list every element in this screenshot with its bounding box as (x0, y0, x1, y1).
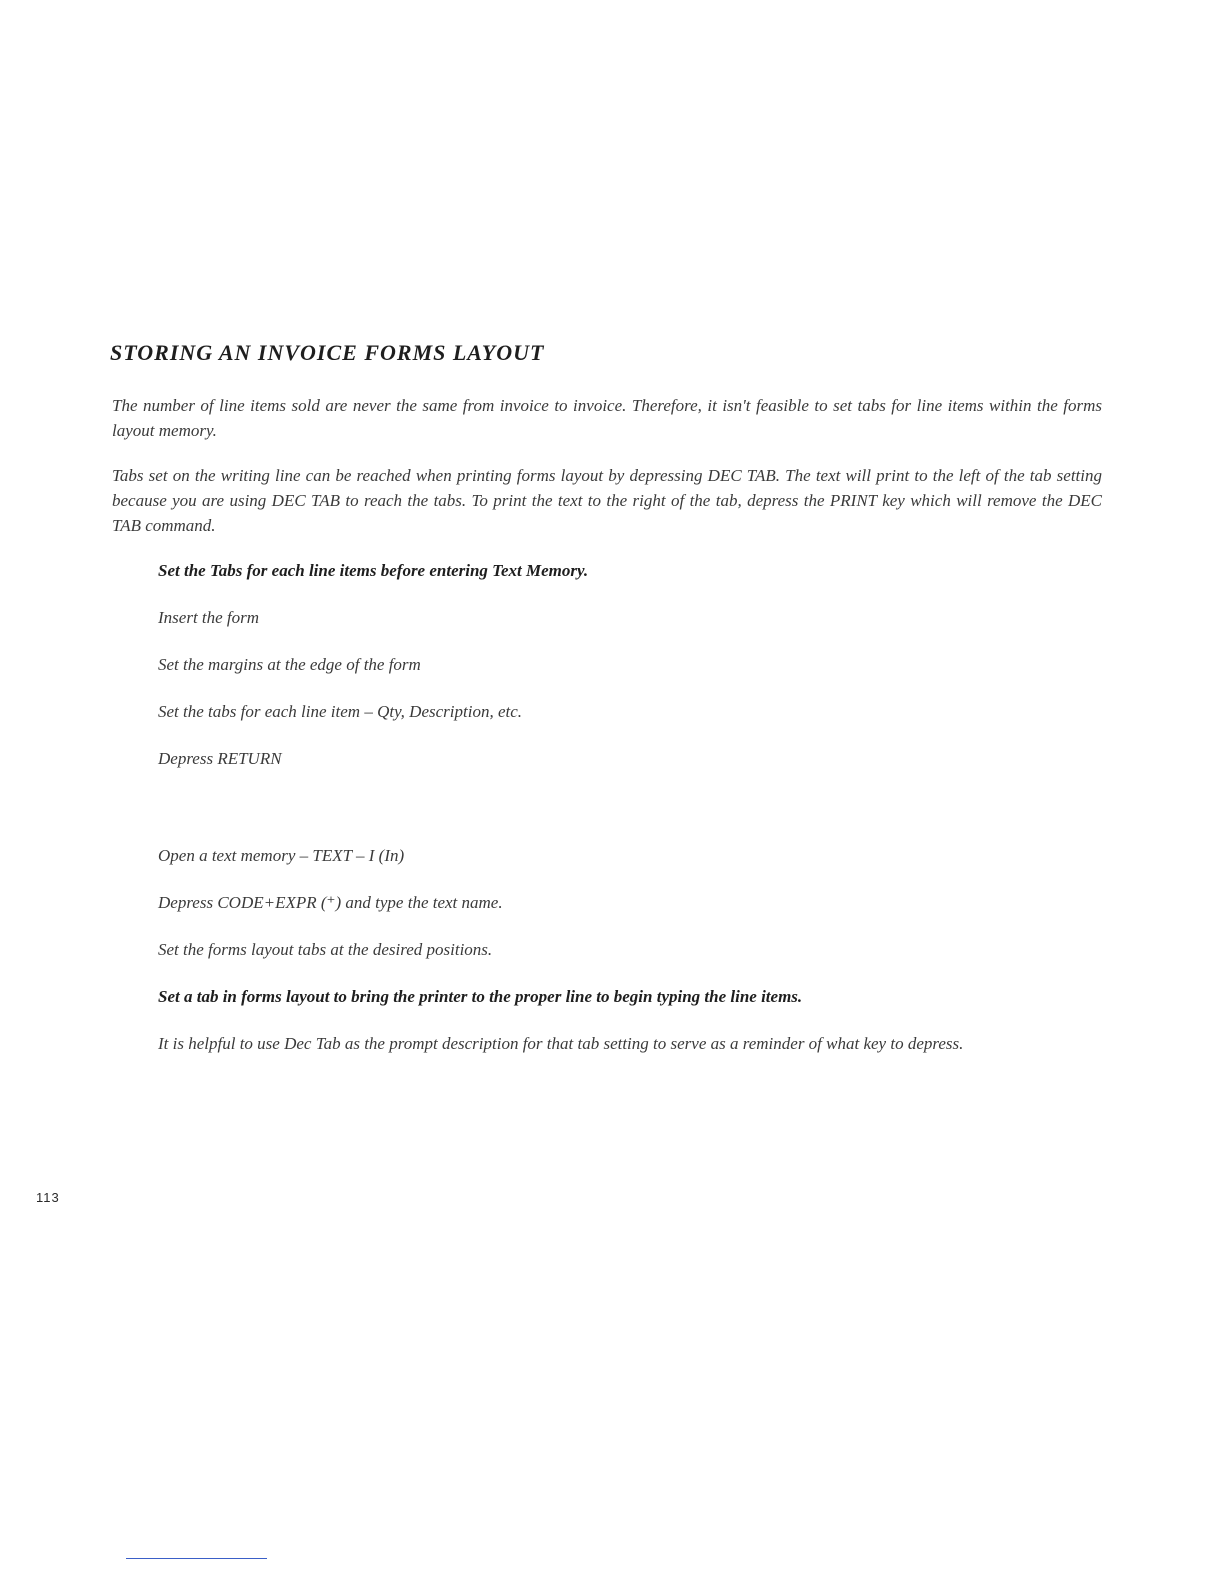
step-set-margins: Set the margins at the edge of the form (158, 655, 421, 674)
dec-tab-paragraph: Tabs set on the writing line can be reached when printing forms layout by depressing DEC TAB. The text will print to the left of the tab setting because you are using DEC TAB to reach the tabs. To print the text to the right of the tab, depress the PRINT key which will remove the DEC TAB command. (112, 466, 1102, 535)
page-number: 113 (36, 1190, 60, 1205)
footer-rule (126, 1558, 267, 1559)
page-title: STORING AN INVOICE FORMS LAYOUT (110, 340, 545, 365)
step-set-forms-layout-tabs: Set the forms layout tabs at the desired positions. (158, 940, 493, 959)
step-helpful-tip: It is helpful to use Dec Tab as the prompt description for that tab setting to serve as a reminder of what key to depress. (158, 1034, 964, 1053)
step-heading-set-tabs: Set the Tabs for each line items before entering Text Memory. (158, 561, 589, 580)
step-set-line-item-tabs: Set the tabs for each line item – Qty, Description, etc. (158, 702, 523, 721)
intro-paragraph: The number of line items sold are never the same from invoice to invoice. Therefore, it isn't feasible to set tabs for line items within the forms layout memory. (112, 396, 1102, 440)
step-open-text-memory: Open a text memory – TEXT – I (In) (158, 846, 405, 865)
step-heading-set-tab-forms: Set a tab in forms layout to bring the printer to the proper line to begin typing the line items. (158, 987, 803, 1006)
step-insert-form: Insert the form (158, 608, 260, 627)
step-depress-code-expr: Depress CODE+EXPR (⁺) and type the text name. (158, 893, 503, 912)
step-depress-return: Depress RETURN (158, 749, 282, 768)
